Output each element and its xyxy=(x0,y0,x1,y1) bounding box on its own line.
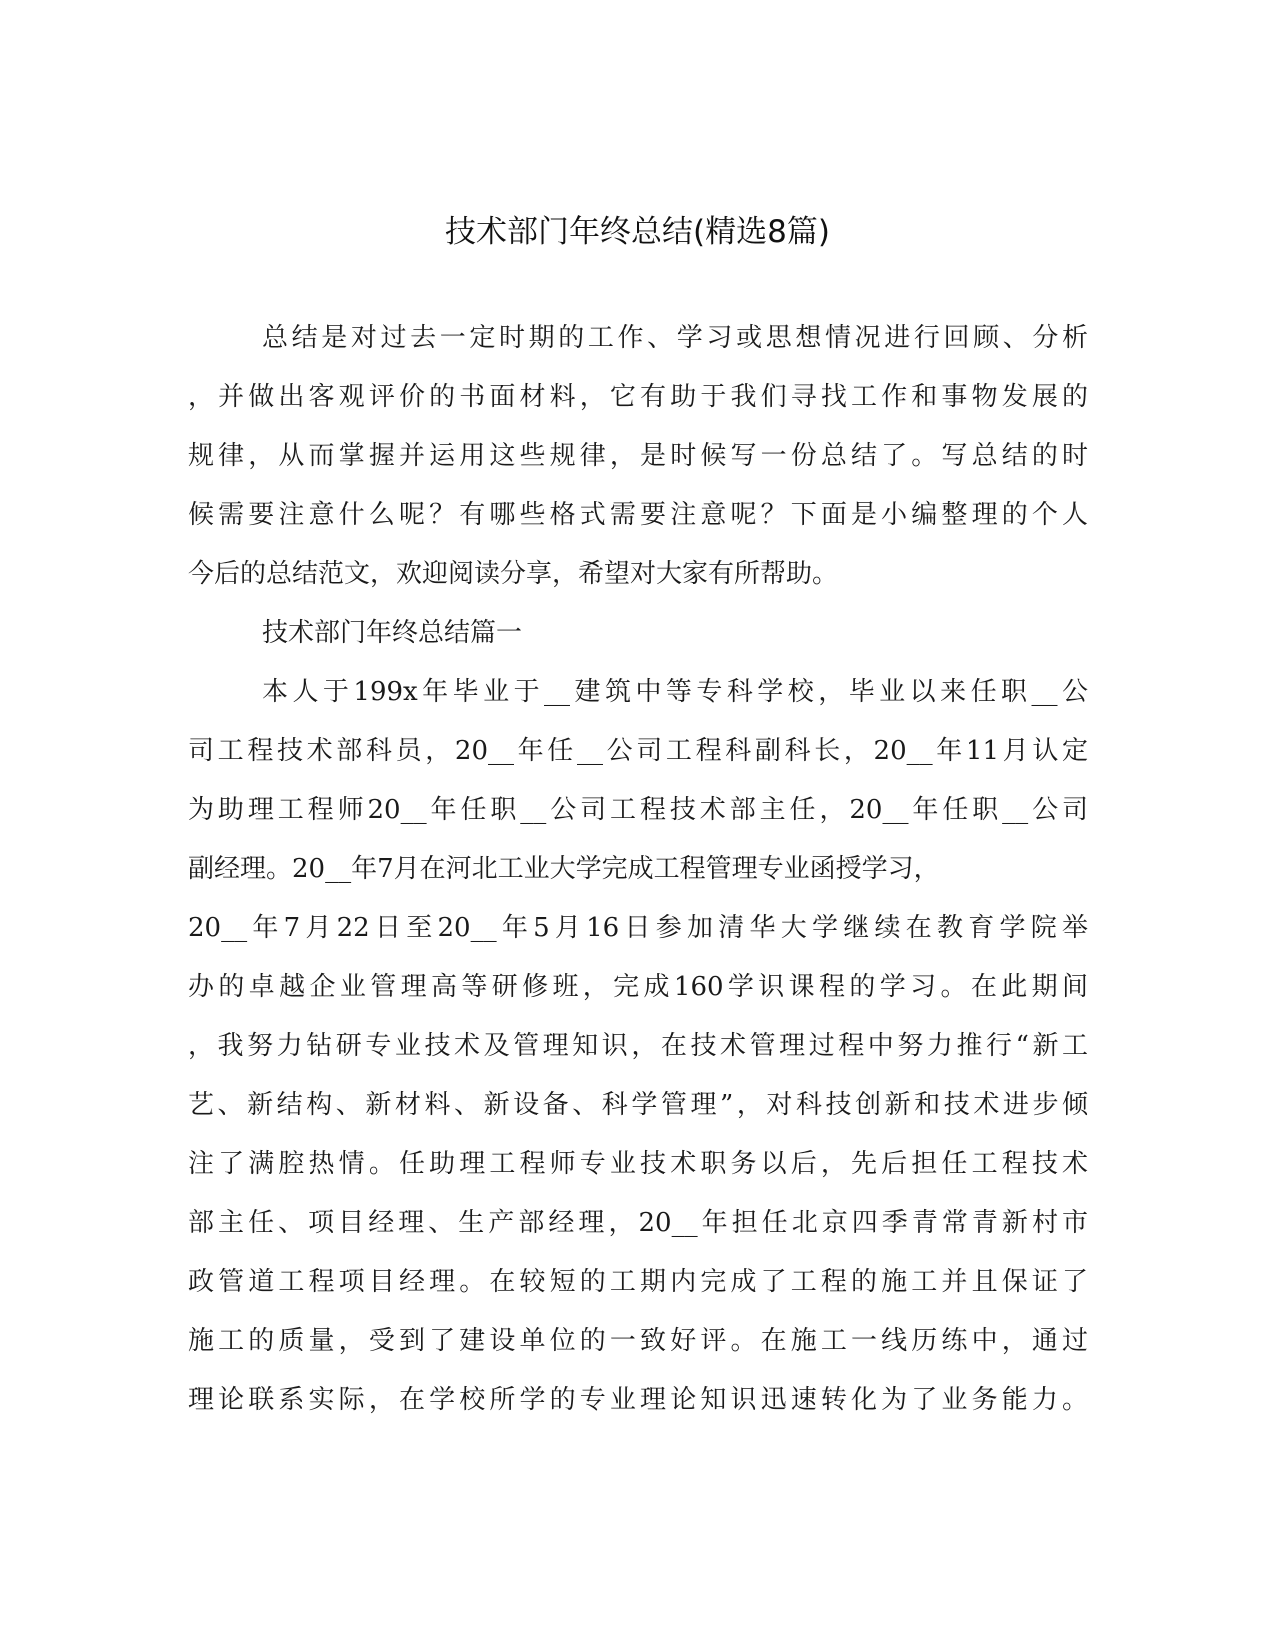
paragraph-line: 候需要注意什么呢？有哪些格式需要注意呢？下面是小编整理的个人 xyxy=(188,500,1088,530)
paragraph-line: 施工的质量，受到了建设单位的一致好评。在施工一线历练中，通过 xyxy=(188,1326,1088,1356)
paragraph-line: 司工程技术部科员，20__年任__公司工程科副科长，20__年11月认定 xyxy=(188,736,1088,766)
paragraph-line: ，并做出客观评价的书面材料，它有助于我们寻找工作和事物发展的 xyxy=(188,382,1088,412)
paragraph-line: 部主任、项目经理、生产部经理，20__年担任北京四季青常青新村市 xyxy=(188,1208,1088,1238)
paragraph-line: 规律，从而掌握并运用这些规律，是时候写一份总结了。写总结的时 xyxy=(188,441,1088,471)
paragraph-line: 总结是对过去一定时期的工作、学习或思想情况进行回顾、分析 xyxy=(262,323,1088,353)
paragraph-line: 副经理。20__年7月在河北工业大学完成工程管理专业函授学习， xyxy=(188,854,940,884)
paragraph-line: 理论联系实际，在学校所学的专业理论知识迅速转化为了业务能力。 xyxy=(188,1385,1088,1415)
paragraph-line: 今后的总结范文，欢迎阅读分享，希望对大家有所帮助。 xyxy=(188,559,839,589)
paragraph-line: 政管道工程项目经理。在较短的工期内完成了工程的施工并且保证了 xyxy=(188,1267,1088,1297)
paragraph-line: 20__年7月22日至20__年5月16日参加清华大学继续在教育学院举 xyxy=(188,913,1088,943)
paragraph-line: 本人于199x年毕业于__建筑中等专科学校，毕业以来任职__公 xyxy=(262,677,1088,707)
paragraph-line: 艺、新结构、新材料、新设备、科学管理”，对科技创新和技术进步倾 xyxy=(188,1090,1088,1120)
document-title: 技术部门年终总结(精选8篇) xyxy=(445,214,830,250)
paragraph-line: ，我努力钻研专业技术及管理知识，在技术管理过程中努力推行“新工 xyxy=(188,1031,1088,1061)
section-heading: 技术部门年终总结篇一 xyxy=(262,618,523,648)
paragraph-line: 办的卓越企业管理高等研修班，完成160学识课程的学习。在此期间 xyxy=(188,972,1088,1002)
paragraph-line: 注了满腔热情。任助理工程师专业技术职务以后，先后担任工程技术 xyxy=(188,1149,1088,1179)
paragraph-line: 为助理工程师20__年任职__公司工程技术部主任，20__年任职__公司 xyxy=(188,795,1088,825)
